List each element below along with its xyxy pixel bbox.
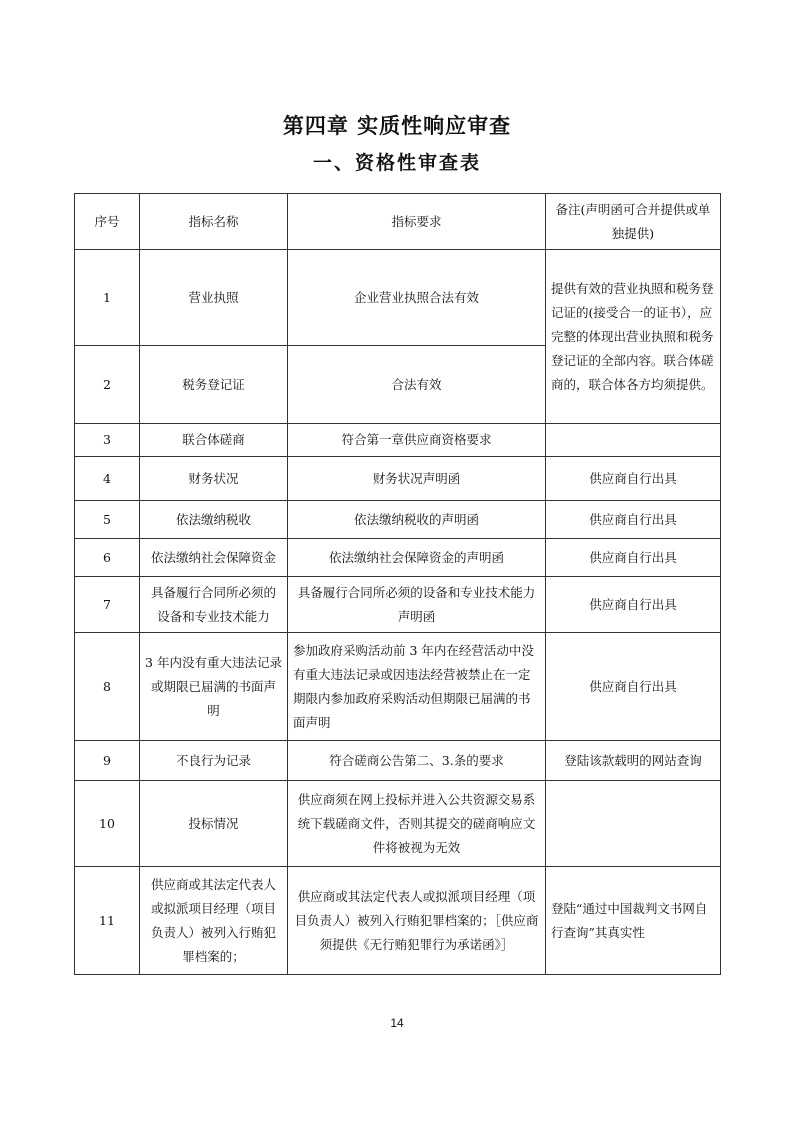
row-no: 7	[75, 577, 140, 633]
row-name: 税务登记证	[140, 346, 288, 424]
row-name: 依法缴纳社会保障资金	[140, 539, 288, 577]
table-row	[75, 633, 721, 741]
row-no: 1	[75, 250, 140, 346]
header-remark: 备注(声明函可合并提供或单独提供)	[546, 194, 721, 250]
row-name: 具备履行合同所必须的设备和专业技术能力	[140, 577, 288, 633]
row-requirement: 供应商或其法定代表人或拟派项目经理（项目负责人）被列入行贿犯罪档案的；［供应商须提供《无行贿犯罪行为承诺函》］	[288, 867, 546, 975]
row-no: 5	[75, 501, 140, 539]
table-row	[75, 741, 721, 781]
table-row	[75, 250, 721, 346]
table-header-row	[75, 194, 721, 250]
row-requirement: 具备履行合同所必须的设备和专业技术能力声明函	[288, 577, 546, 633]
header-no: 序号	[75, 194, 140, 250]
row-requirement: 参加政府采购活动前 3 年内在经营活动中没有重大违法记录或因违法经营被禁止在一定期限内参加政府采购活动但期限已届满的书面声明	[288, 633, 546, 741]
row-no: 3	[75, 424, 140, 457]
row-remark: 供应商自行出具	[546, 577, 721, 633]
section-title: 一、资格性审查表	[312, 152, 481, 174]
row-remark: 供应商自行出具	[546, 501, 721, 539]
row-requirement: 财务状况声明函	[288, 457, 546, 501]
row-no: 8	[75, 633, 140, 741]
table-row	[75, 781, 721, 867]
row-no: 2	[75, 346, 140, 424]
row-no: 11	[75, 867, 140, 975]
qualification-review-table	[74, 193, 721, 975]
row-name: 不良行为记录	[140, 741, 288, 781]
row-name: 依法缴纳税收	[140, 501, 288, 539]
row-remark: 供应商自行出具	[546, 457, 721, 501]
table-row	[75, 867, 721, 975]
row-remark: 供应商自行出具	[546, 633, 721, 741]
row-name: 供应商或其法定代表人或拟派项目经理（项目负责人）被列入行贿犯罪档案的；	[140, 867, 288, 975]
table-row	[75, 457, 721, 501]
row-no: 6	[75, 539, 140, 577]
page-number: 14	[390, 1016, 404, 1030]
row-remark: 登陆该款载明的网站查询	[546, 741, 721, 781]
row-requirement: 供应商须在网上投标并进入公共资源交易系统下载磋商文件，否则其提交的磋商响应文件将被视为无效	[288, 781, 546, 867]
row-no: 4	[75, 457, 140, 501]
header-requirement: 指标要求	[288, 194, 546, 250]
row-no: 9	[75, 741, 140, 781]
row-requirement: 符合第一章供应商资格要求	[288, 424, 546, 457]
row-remark: 登陆“通过中国裁判文书网自行查询”其真实性	[546, 867, 721, 975]
row-name: 投标情况	[140, 781, 288, 867]
row-name: 联合体磋商	[140, 424, 288, 457]
chapter-title: 第四章 实质性响应审查	[282, 114, 512, 138]
row-requirement: 符合磋商公告第二、3.条的要求	[288, 741, 546, 781]
row-name: 3 年内没有重大违法记录或期限已届满的书面声明	[140, 633, 288, 741]
row-remark	[546, 424, 721, 457]
header-name: 指标名称	[140, 194, 288, 250]
row-remark	[546, 781, 721, 867]
row-requirement: 合法有效	[288, 346, 546, 424]
row-name: 营业执照	[140, 250, 288, 346]
row-requirement: 依法缴纳税收的声明函	[288, 501, 546, 539]
table-row	[75, 577, 721, 633]
table-row	[75, 424, 721, 457]
table-row	[75, 501, 721, 539]
row-requirement: 依法缴纳社会保障资金的声明函	[288, 539, 546, 577]
row-name: 财务状况	[140, 457, 288, 501]
row-requirement: 企业营业执照合法有效	[288, 250, 546, 346]
table-row	[75, 539, 721, 577]
row-no: 10	[75, 781, 140, 867]
row-remark: 供应商自行出具	[546, 539, 721, 577]
row-remark-merged: 提供有效的营业执照和税务登记证的(接受合一的证书），应完整的体现出营业执照和税务登记证的全部内容。联合体磋商的，联合体各方均须提供。	[546, 250, 721, 424]
